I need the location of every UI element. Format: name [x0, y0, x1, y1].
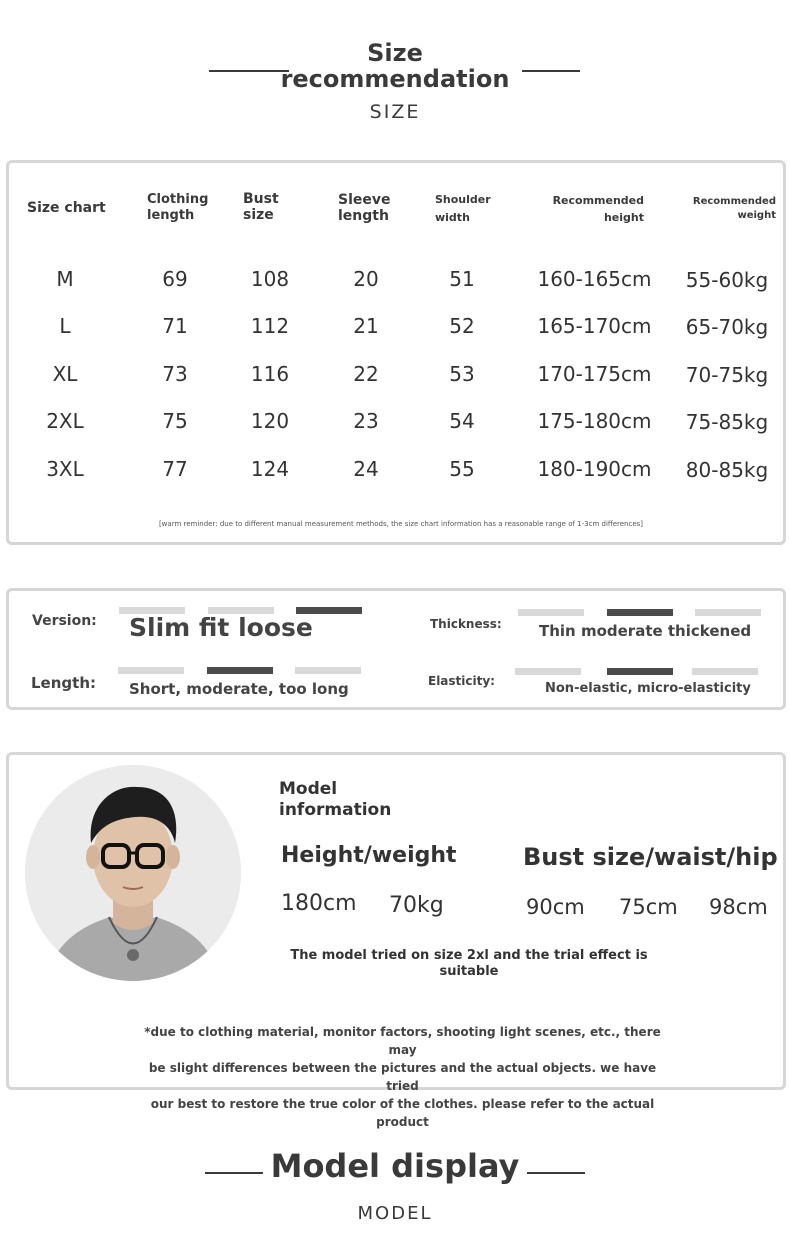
- size-subtitle: SIZE: [369, 101, 421, 123]
- header-bust-size: Bust size: [243, 191, 279, 223]
- cell-clothing-length: 77: [162, 457, 188, 481]
- cell-sleeve: 24: [353, 457, 379, 481]
- header-clothing-length: Clothing length: [147, 192, 209, 223]
- header-recommended-height: Recommended height: [552, 194, 644, 224]
- model-height: 180cm: [281, 891, 357, 916]
- cell-size: 2XL: [46, 409, 84, 433]
- cell-size: 3XL: [46, 457, 84, 481]
- elasticity-value: Non-elastic, micro-elasticity: [545, 681, 751, 696]
- cell-height: 175-180cm: [537, 409, 652, 433]
- cell-weight: 75-85kg: [685, 410, 769, 434]
- model-info-title: Model information: [279, 779, 392, 820]
- model-display-subtitle: MODEL: [357, 1203, 433, 1224]
- cell-height: 180-190cm: [537, 457, 652, 481]
- length-label: Length:: [31, 674, 96, 692]
- length-value: Short, moderate, too long: [129, 680, 349, 698]
- model-trial-note: The model tried on size 2xl and the trial effect is suitable: [290, 948, 648, 979]
- cell-bust: 116: [250, 362, 290, 386]
- version-value: Slim fit loose: [129, 613, 313, 642]
- thickness-bar-moderate: [607, 609, 673, 616]
- model-weight: 70kg: [389, 893, 444, 918]
- thickness-label: Thickness:: [430, 617, 502, 631]
- model-waist: 75cm: [619, 895, 678, 919]
- size-title-line1: Size: [367, 39, 423, 67]
- height-weight-label: Height/weight: [281, 843, 457, 868]
- thickness-value: Thin moderate thickened: [539, 622, 752, 640]
- header-sleeve-length: Sleeve length: [338, 192, 391, 224]
- cell-clothing-length: 69: [162, 267, 188, 291]
- model-hip: 98cm: [709, 895, 768, 919]
- measurement-note: [warm reminder: due to different manual measurement methods, the size chart information has a reasonable range of 1-3cm differences]: [158, 520, 644, 528]
- cell-weight: 80-85kg: [685, 458, 769, 482]
- cell-clothing-length: 71: [162, 314, 188, 338]
- fabric-attributes: [6, 588, 786, 710]
- header-recommended-weight: Recommended weight: [692, 196, 776, 221]
- cell-bust: 124: [250, 457, 290, 481]
- elasticity-bar-high: [692, 668, 758, 675]
- cell-shoulder: 53: [449, 362, 475, 386]
- thickness-bar-thickened: [695, 609, 761, 616]
- cell-shoulder: 51: [449, 267, 475, 291]
- size-title-line2: recommendation: [280, 65, 510, 93]
- cell-shoulder: 52: [449, 314, 475, 338]
- elasticity-label: Elasticity:: [428, 674, 495, 688]
- cell-weight: 70-75kg: [685, 363, 769, 387]
- size-chart-table: [6, 160, 786, 545]
- model-photo: [25, 765, 241, 981]
- cell-sleeve: 21: [353, 314, 379, 338]
- cell-shoulder: 55: [449, 457, 475, 481]
- color-disclaimer: *due to clothing material, monitor factors, shooting light scenes, etc., there may be slight differences between the pictures and the actual objects. we have tried our best to restore the true color of the clothes. please refer to the actual product: [144, 1025, 661, 1129]
- header-shoulder-width: Shoulder width: [435, 193, 491, 224]
- thickness-bar-thin: [518, 609, 584, 616]
- cell-bust: 120: [250, 409, 290, 433]
- bwh-label: Bust size/waist/hip: [523, 843, 778, 871]
- version-label: Version:: [32, 613, 97, 629]
- model-display-title: Model display: [0, 1148, 790, 1184]
- cell-bust: 112: [250, 314, 290, 338]
- cell-size: M: [56, 267, 74, 291]
- cell-clothing-length: 73: [162, 362, 188, 386]
- cell-sleeve: 20: [353, 267, 379, 291]
- cell-height: 170-175cm: [537, 362, 652, 386]
- model-portrait-icon: [25, 765, 241, 981]
- model-bust: 90cm: [526, 895, 585, 919]
- cell-weight: 55-60kg: [685, 268, 769, 292]
- length-bar-moderate: [207, 667, 273, 674]
- cell-clothing-length: 75: [162, 409, 188, 433]
- length-bar-short: [118, 667, 184, 674]
- cell-size: XL: [52, 362, 78, 386]
- elasticity-bar-none: [515, 668, 581, 675]
- cell-sleeve: 23: [353, 409, 379, 433]
- cell-shoulder: 54: [449, 409, 475, 433]
- cell-sleeve: 22: [353, 362, 379, 386]
- cell-weight: 65-70kg: [685, 315, 769, 339]
- cell-bust: 108: [250, 267, 290, 291]
- cell-height: 165-170cm: [537, 314, 652, 338]
- cell-height: 160-165cm: [537, 267, 652, 291]
- cell-size: L: [59, 314, 71, 338]
- header-size-chart: Size chart: [27, 200, 106, 216]
- elasticity-bar-micro: [607, 668, 673, 675]
- length-bar-long: [295, 667, 361, 674]
